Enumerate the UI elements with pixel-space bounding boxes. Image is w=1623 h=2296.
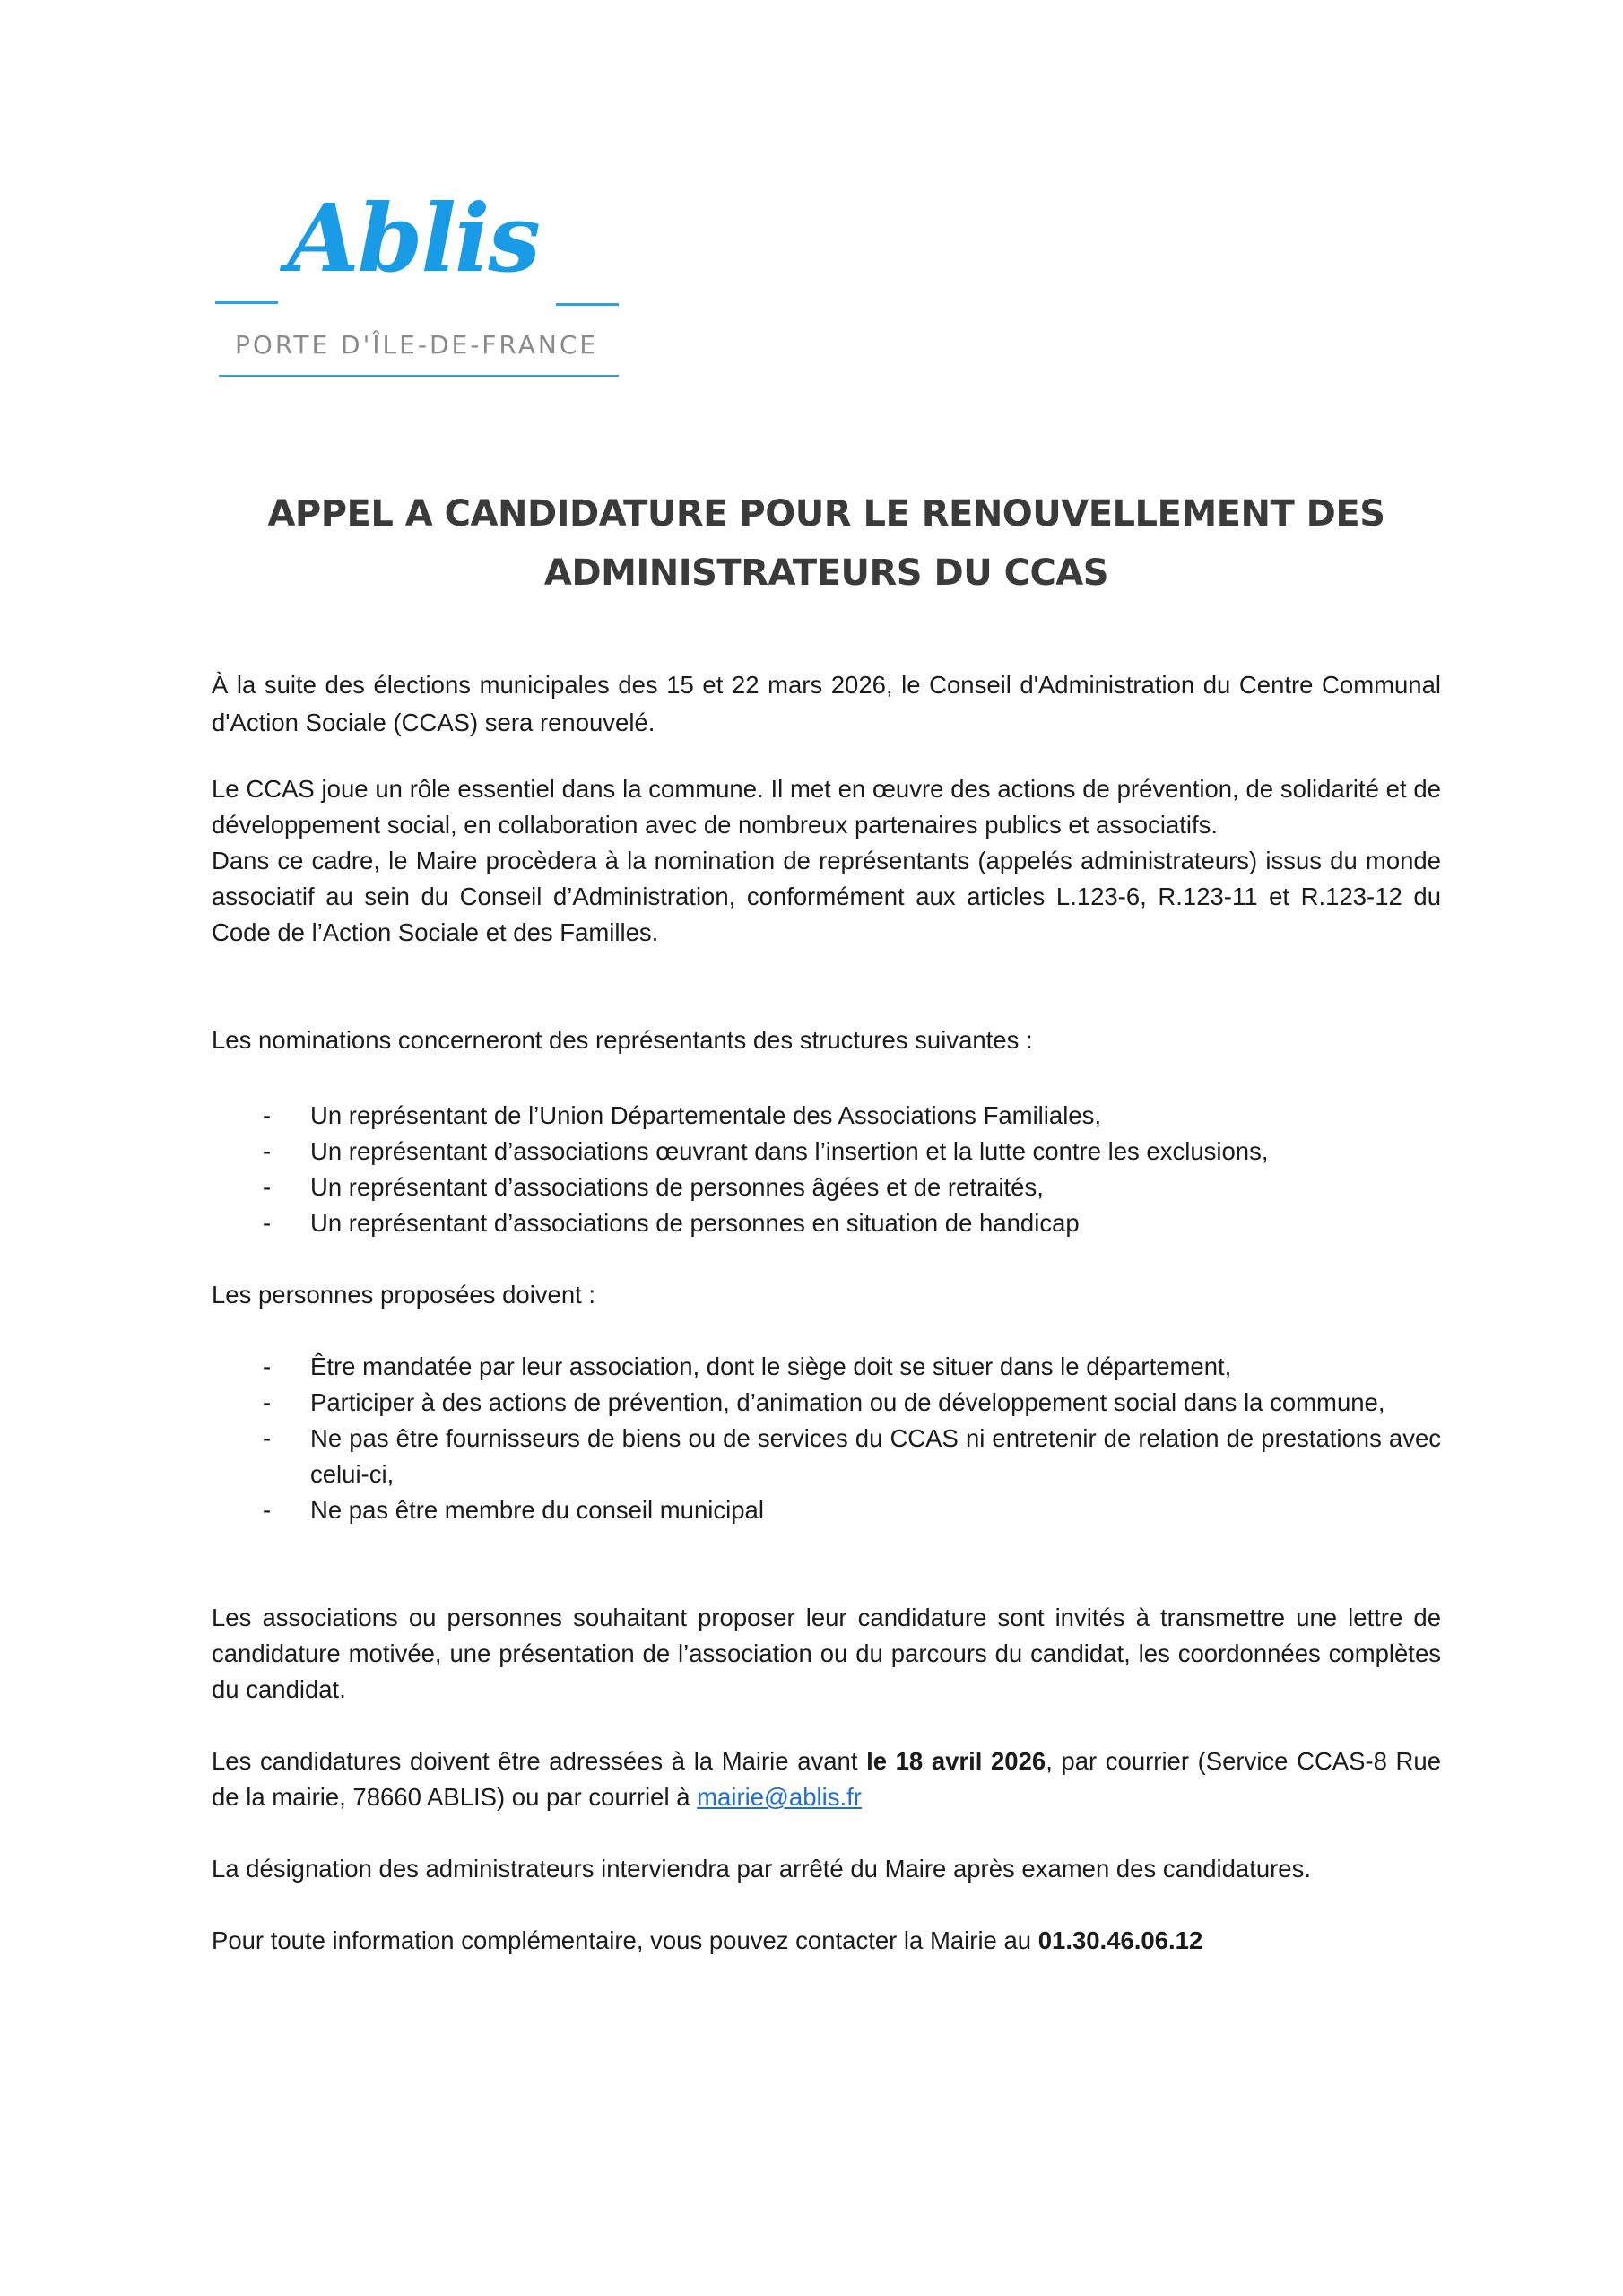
ablis-logo xyxy=(212,183,633,386)
dash-bullet-icon: - xyxy=(263,1388,272,1416)
application-paragraph: Les associations ou personnes souhaitant proposer leur candidature sont invités à transmettre une lettre de candidature motivée, une présentation de l’association ou du parcours du candidat, les coordonnées complètes du candidat. xyxy=(212,1604,1441,1703)
logo-rule-right xyxy=(556,303,619,306)
list-item: - Ne pas être fournisseurs de biens ou de services du CCAS ni entretenir de relation de prestations avec celui-ci, xyxy=(212,1421,1441,1492)
nomination-paragraph: Dans ce cadre, le Maire procèdera à la nomination de représentants (appelés administrateurs) issus du monde associatif au sein du Conseil d’Administration, conformément aux articles L.123-6, R.123-11 et R.123-12 du Code de l’Action Sociale et des Familles. xyxy=(212,847,1441,946)
dash-bullet-icon: - xyxy=(263,1173,272,1201)
list-item: - Un représentant d’associations de personnes en situation de handicap xyxy=(212,1205,1441,1241)
dash-bullet-icon: - xyxy=(263,1352,272,1380)
intro-paragraph: À la suite des élections municipales des 15 et 22 mars 2026, le Conseil d'Administration du Centre Communal d'Action Sociale (CCAS) sera renouvelé. xyxy=(212,671,1441,736)
dash-bullet-icon: - xyxy=(263,1496,272,1524)
list-item: - Ne pas être membre du conseil municipal xyxy=(212,1492,1441,1528)
structures-list xyxy=(212,1098,1441,1241)
dash-bullet-icon: - xyxy=(263,1137,272,1165)
contact-phone: 01.30.46.06.12 xyxy=(1037,1926,1203,1954)
contact-text: Pour toute information complémentaire, vous pouvez contacter la Mairie au xyxy=(212,1926,1038,1954)
deadline-date: le 18 avril 2026 xyxy=(866,1747,1046,1775)
logo-wordmark: Ablis xyxy=(287,183,539,293)
requirements-intro: Les personnes proposées doivent : xyxy=(212,1281,596,1309)
deadline-text-before: Les candidatures doivent être adressées à la Mairie avant xyxy=(212,1747,867,1775)
logo-tagline: PORTE D'ÎLE-DE-FRANCE xyxy=(235,330,599,360)
list-item: - Participer à des actions de prévention, d’animation ou de développement social dans la commune, xyxy=(212,1385,1441,1421)
dash-bullet-icon: - xyxy=(263,1424,272,1452)
logo-rule-left xyxy=(215,301,278,304)
deadline-paragraph xyxy=(212,1744,1441,1815)
designation-paragraph: La désignation des administrateurs interviendra par arrêté du Maire après examen des candidatures. xyxy=(212,1855,1311,1883)
role-block xyxy=(212,771,1441,951)
list-item: - Un représentant de l’Union Départementale des Associations Familiales, xyxy=(212,1098,1441,1134)
deadline-text-after: , par courrier (Service CCAS-8 Rue de la mairie, 78660 ABLIS) ou par courriel à xyxy=(212,1747,1441,1811)
requirements-list xyxy=(212,1349,1441,1528)
title-line-1: APPEL A CANDIDATURE POUR LE RENOUVELLEMENT DES xyxy=(267,493,1385,535)
dash-bullet-icon: - xyxy=(263,1209,272,1237)
dash-bullet-icon: - xyxy=(263,1101,272,1129)
list-item: - Un représentant d’associations de personnes âgées et de retraités, xyxy=(212,1170,1441,1205)
email-link[interactable]: mairie@ablis.fr xyxy=(697,1783,862,1811)
list-item: - Un représentant d’associations œuvrant dans l’insertion et la lutte contre les exclusions, xyxy=(212,1134,1441,1170)
title-line-2: ADMINISTRATEURS DU CCAS xyxy=(543,552,1109,594)
role-paragraph: Le CCAS joue un rôle essentiel dans la commune. Il met en œuvre des actions de prévention, de solidarité et de développement social, en collaboration avec de nombreux partenaires publics et associatifs. xyxy=(212,775,1441,839)
list-item: - Être mandatée par leur association, dont le siège doit se situer dans le département, xyxy=(212,1349,1441,1385)
contact-paragraph xyxy=(212,1923,1441,1959)
document-title xyxy=(212,484,1441,603)
logo-rule-bottom xyxy=(219,375,619,377)
structures-intro: Les nominations concerneront des représentants des structures suivantes : xyxy=(212,1026,1033,1054)
